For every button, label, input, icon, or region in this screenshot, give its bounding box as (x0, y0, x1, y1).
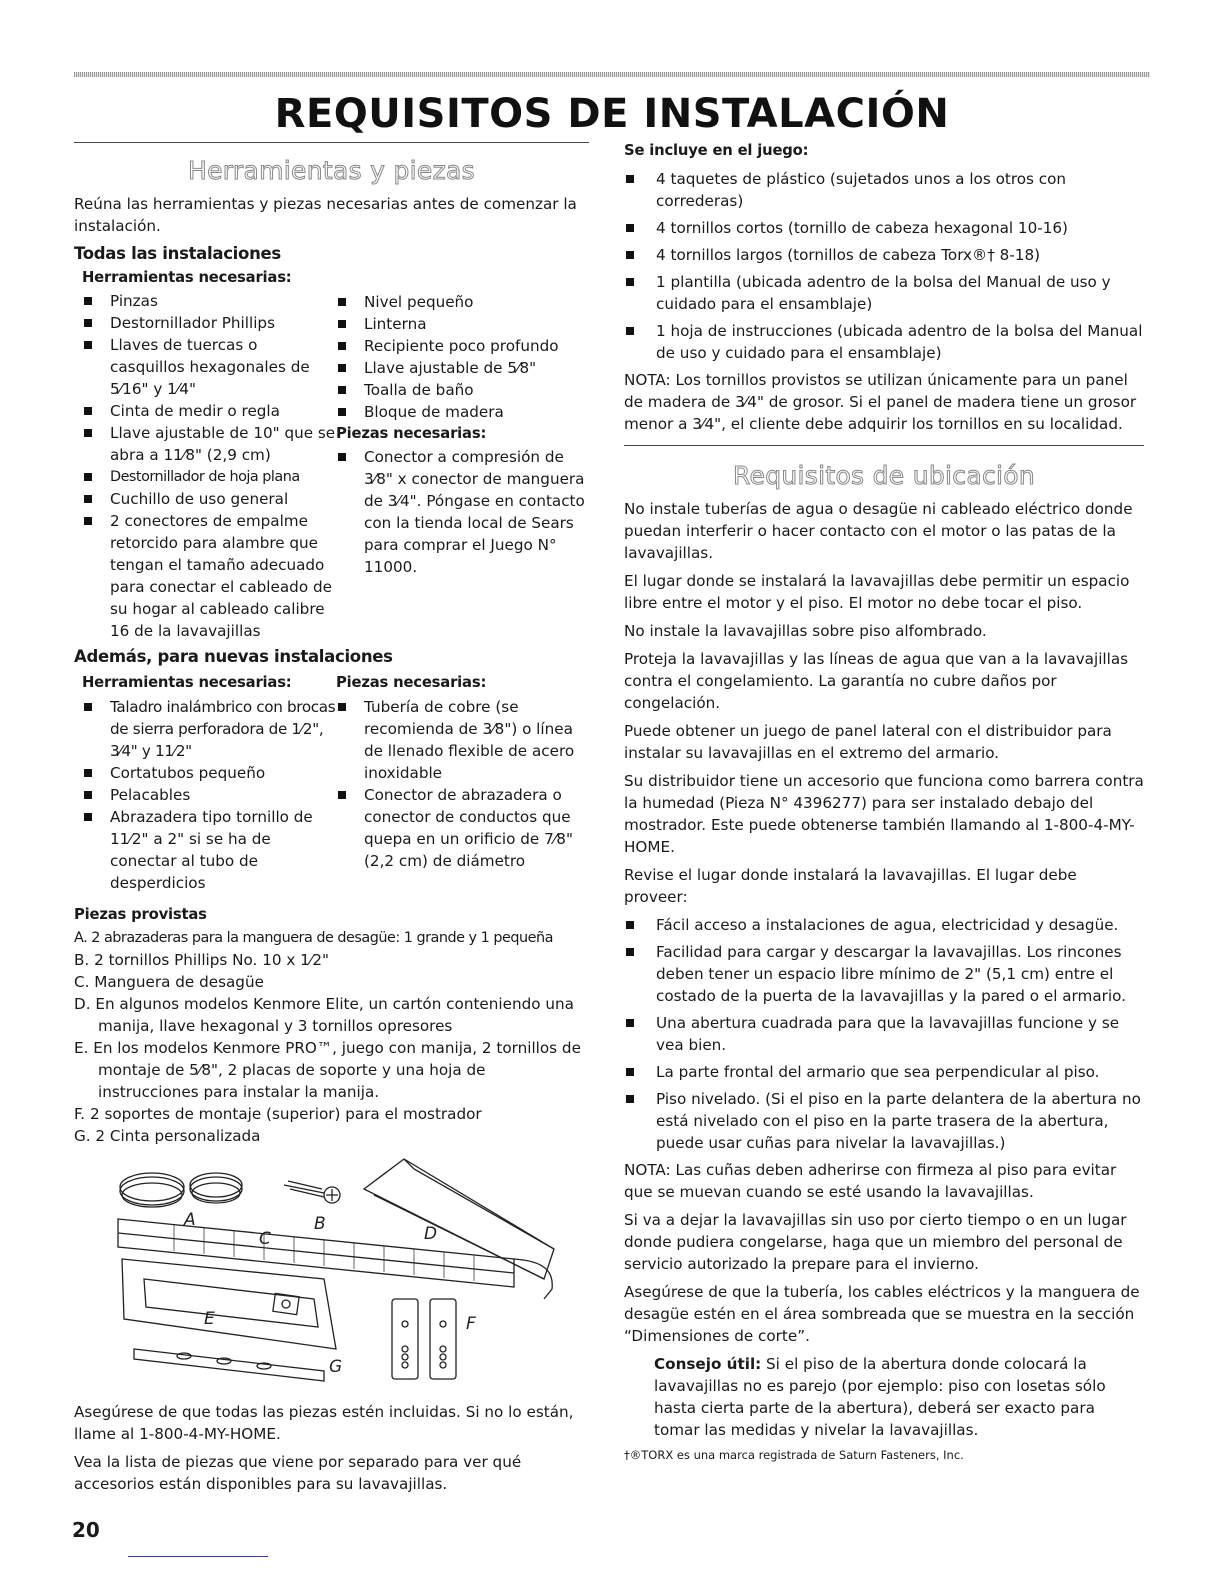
list-item: Recipiente poco profundo (336, 335, 589, 357)
list-item: Cinta de medir o regla (82, 400, 336, 422)
location-paragraph: No instale tuberías de agua o desagüe ni cableado eléctrico donde puedan interferir o hacer contacto con el motor o las patas de la lavavajillas. (624, 500, 1133, 562)
page-title: REQUISITOS DE INSTALACIÓN (274, 91, 950, 137)
location-section-title: Requisitos de ubicación (733, 461, 1035, 490)
kit-items-list (624, 168, 1144, 364)
list-item: C. Manguera de desagüe (74, 973, 264, 991)
left-column (74, 136, 589, 1501)
tape-g-illustration (134, 1349, 324, 1381)
all-tools-list-2 (336, 291, 589, 423)
new-installations-lists (74, 670, 589, 894)
diagram-label-g: G (329, 1357, 343, 1377)
list-item: Piso nivelado. (Si el piso en la parte delantera de la abertura no está nivelado con el piso en la parte trasera de la abertura, puede usar cuñas para nivelar la lavavajillas.) (624, 1088, 1144, 1154)
location-paragraph: El lugar donde se instalará la lavavajillas debe permitir un espacio libre entre el motor y el piso. El motor no debe tocar el piso. (624, 572, 1130, 612)
tools-needed-label: Herramientas necesarias: (82, 269, 292, 286)
location-paragraph: No instale la lavavajillas sobre piso alfombrado. (624, 622, 987, 640)
section-rule (74, 142, 589, 143)
check-parts-text: Asegúrese de que todas las piezas estén incluidas. Si no lo están, llame al 1-800-4-MY-HOME. (74, 1403, 574, 1443)
list-item: Llave ajustable de 10" que se abra a 11⁄8" (2,9 cm) (82, 422, 336, 466)
provided-parts-list (74, 927, 589, 1147)
provided-parts-diagram (74, 1149, 589, 1389)
location-requirements-list (624, 914, 1144, 1154)
list-item: 2 conectores de empalme retorcido para alambre que tengan el tamaño adecuado para conectar el cableado de su hogar al cableado calibre 16 de la lavavajillas (82, 510, 336, 642)
location-paragraph: Revise el lugar donde instalará la lavavajillas. El lugar debe proveer: (624, 866, 1077, 906)
new-parts-list (336, 696, 589, 872)
list-item: 4 tornillos largos (tornillos de cabeza Torx®† 8-18) (624, 244, 1144, 266)
new-parts-label: Piezas necesarias: (336, 674, 487, 691)
top-decorative-rule (74, 72, 1150, 77)
list-item: Tubería de cobre (se recomienda de 3⁄8") o línea de llenado flexible de acero inoxidable (336, 696, 589, 784)
diagram-label-a: A (184, 1210, 196, 1230)
new-tools-list (82, 696, 336, 894)
list-item: A. 2 abrazaderas para la manguera de desagüe: 1 grande y 1 pequeña (74, 930, 553, 946)
kit-note-label: NOTA: (624, 371, 671, 389)
list-item: Cortatubos pequeño (82, 762, 336, 784)
diagram-label-f: F (466, 1314, 476, 1334)
list-item: Pelacables (82, 784, 336, 806)
helpful-tip (624, 1353, 1144, 1441)
list-item: D. En algunos modelos Kenmore Elite, un cartón conteniendo una manija, llave hexagonal y 3 tornillos opresores (74, 995, 574, 1035)
winter-text: Si va a dejar la lavavajillas sin uso por cierto tiempo o en un lugar donde pudiera congelarse, haga que un miembro del personal de servicio autorizado la prepare para el invierno. (624, 1211, 1127, 1273)
tools-section-title: Herramientas y piezas (188, 156, 475, 185)
list-item: E. En los modelos Kenmore PRO™, juego con manija, 2 tornillos de montaje de 5⁄8", 2 placas de soporte y una hoja de instrucciones para instalar la manija. (74, 1039, 581, 1101)
list-item: B. 2 tornillos Phillips No. 10 x 1⁄2" (74, 951, 330, 969)
section-rule (624, 445, 1144, 446)
location-note (624, 1159, 1144, 1203)
location-paragraph: Puede obtener un juego de panel lateral con el distribuidor para instalar su lavavajillas en el extremo del armario. (624, 722, 1112, 762)
shaded-area-text: Asegúrese de que la tubería, los cables eléctricos y la manguera de desagüe estén en el área sombreada que se muestra en la sección “Dimensiones de corte”. (624, 1283, 1140, 1345)
kit-note (624, 369, 1144, 435)
list-item: Llave ajustable de 5⁄8" (336, 357, 589, 379)
diagram-label-d: D (424, 1224, 438, 1244)
hose-clamp-a-illustration (120, 1173, 242, 1207)
location-paragraph: Proteja la lavavajillas y las líneas de agua que van a la lavavajillas contra el congelamiento. La garantía no cubre daños por congelación. (624, 650, 1129, 712)
list-item: Pinzas (82, 290, 336, 312)
list-item: Fácil acceso a instalaciones de agua, electricidad y desagüe. (624, 914, 1144, 936)
list-item: Conector de abrazadera o conector de conductos que quepa en un orificio de 7⁄8" (2,2 cm) de diámetro (336, 784, 589, 872)
kit-heading: Se incluye en el juego: (624, 142, 809, 159)
provided-parts-heading: Piezas provistas (74, 906, 207, 923)
mounting-bracket-f-illustration (392, 1299, 456, 1379)
all-installations-heading: Todas las instalaciones (74, 244, 281, 263)
list-item: 4 taquetes de plástico (sujetados unos a los otros con correderas) (624, 168, 1144, 212)
screw-b-illustration (284, 1181, 340, 1203)
list-item: Destornillador de hoja plana (82, 466, 336, 488)
right-column (624, 136, 1144, 1463)
tip-text: Si el piso de la abertura donde colocará la lavavajillas no es parejo (por ejemplo: piso con losetas sólo hasta cierta parte de la abertura), deberá ser exacto para tomar las medidas y nivelar la lavavajillas. (654, 1355, 1106, 1439)
list-item: Llaves de tuercas o casquillos hexagonales de 5⁄16" y 1⁄4" (82, 334, 336, 400)
footer-link-line (128, 1556, 268, 1557)
tools-intro: Reúna las herramientas y piezas necesarias antes de comenzar la instalación. (74, 195, 577, 235)
new-installations-heading: Además, para nuevas instalaciones (74, 647, 393, 666)
drain-hose-c-illustration (118, 1219, 552, 1299)
kit-note-text: Los tornillos provistos se utilizan únicamente para un panel de madera de 3⁄4" de grosor. Si el panel de madera tiene un grosor menor a 3⁄4", el cliente debe adquirir los tornillos en su localidad. (624, 371, 1137, 433)
new-tools-label: Herramientas necesarias: (82, 674, 292, 691)
all-tools-list-1 (82, 290, 336, 642)
handle-kit-e-illustration (122, 1259, 336, 1349)
list-item: F. 2 soportes de montaje (superior) para el mostrador (74, 1105, 482, 1123)
list-item: Una abertura cuadrada para que la lavavajillas funcione y se vea bien. (624, 1012, 1144, 1056)
tip-label: Consejo útil: (654, 1355, 762, 1373)
list-item: 1 hoja de instrucciones (ubicada adentro de la bolsa del Manual de uso y cuidado para el ensamblaje) (624, 320, 1144, 364)
list-item: Facilidad para cargar y descargar la lavavajillas. Los rincones deben tener un espacio libre mínimo de 2" (5,1 cm) entre el costado de la puerta de la lavavajillas y la pared o el armario. (624, 941, 1144, 1007)
diagram-label-c: C (259, 1229, 271, 1249)
all-parts-list (336, 446, 589, 578)
location-paragraph: Su distribuidor tiene un accesorio que funciona como barrera contra la humedad (Pieza N° 4396277) para ser instalado debajo del mostrador. Este puede obtenerse también llamando al 1-800-4-MY-HOME. (624, 772, 1144, 856)
list-item: Destornillador Phillips (82, 312, 336, 334)
parts-needed-label: Piezas necesarias: (336, 425, 487, 442)
location-note-text: Las cuñas deben adherirse con firmeza al piso para evitar que se muevan cuando se esté usando la lavavajillas. (624, 1161, 1117, 1201)
list-item: Linterna (336, 313, 589, 335)
location-note-label: NOTA: (624, 1161, 671, 1179)
all-installations-lists (74, 267, 589, 642)
list-item: Bloque de madera (336, 401, 589, 423)
diagram-label-e: E (204, 1309, 215, 1329)
list-item: Nivel pequeño (336, 291, 589, 313)
list-item: Abrazadera tipo tornillo de 11⁄2" a 2" si se ha de conectar al tubo de desperdicios (82, 806, 336, 894)
list-item: Cuchillo de uso general (82, 488, 336, 510)
see-parts-list-text: Vea la lista de piezas que viene por separado para ver qué accesorios están disponibles para su lavavajillas. (74, 1453, 522, 1493)
list-item: 1 plantilla (ubicada adentro de la bolsa del Manual de uso y cuidado para el ensamblaje) (624, 271, 1144, 315)
torx-footnote: †®TORX es una marca registrada de Saturn Fasteners, Inc. (624, 1448, 964, 1462)
list-item: 4 tornillos cortos (tornillo de cabeza hexagonal 10-16) (624, 217, 1144, 239)
list-item: Toalla de baño (336, 379, 589, 401)
list-item: G. 2 Cinta personalizada (74, 1127, 261, 1145)
list-item: La parte frontal del armario que sea perpendicular al piso. (624, 1061, 1144, 1083)
diagram-label-b: B (314, 1214, 326, 1234)
list-item: Taladro inalámbrico con brocas de sierra perforadora de 1⁄2", 3⁄4" y 11⁄2" (82, 696, 336, 762)
list-item: Conector a compresión de 3⁄8" x conector de manguera de 3⁄4". Póngase en contacto con la tienda local de Sears para comprar el Juego N° 11000. (336, 446, 589, 578)
page-number: 20 (72, 1518, 100, 1542)
